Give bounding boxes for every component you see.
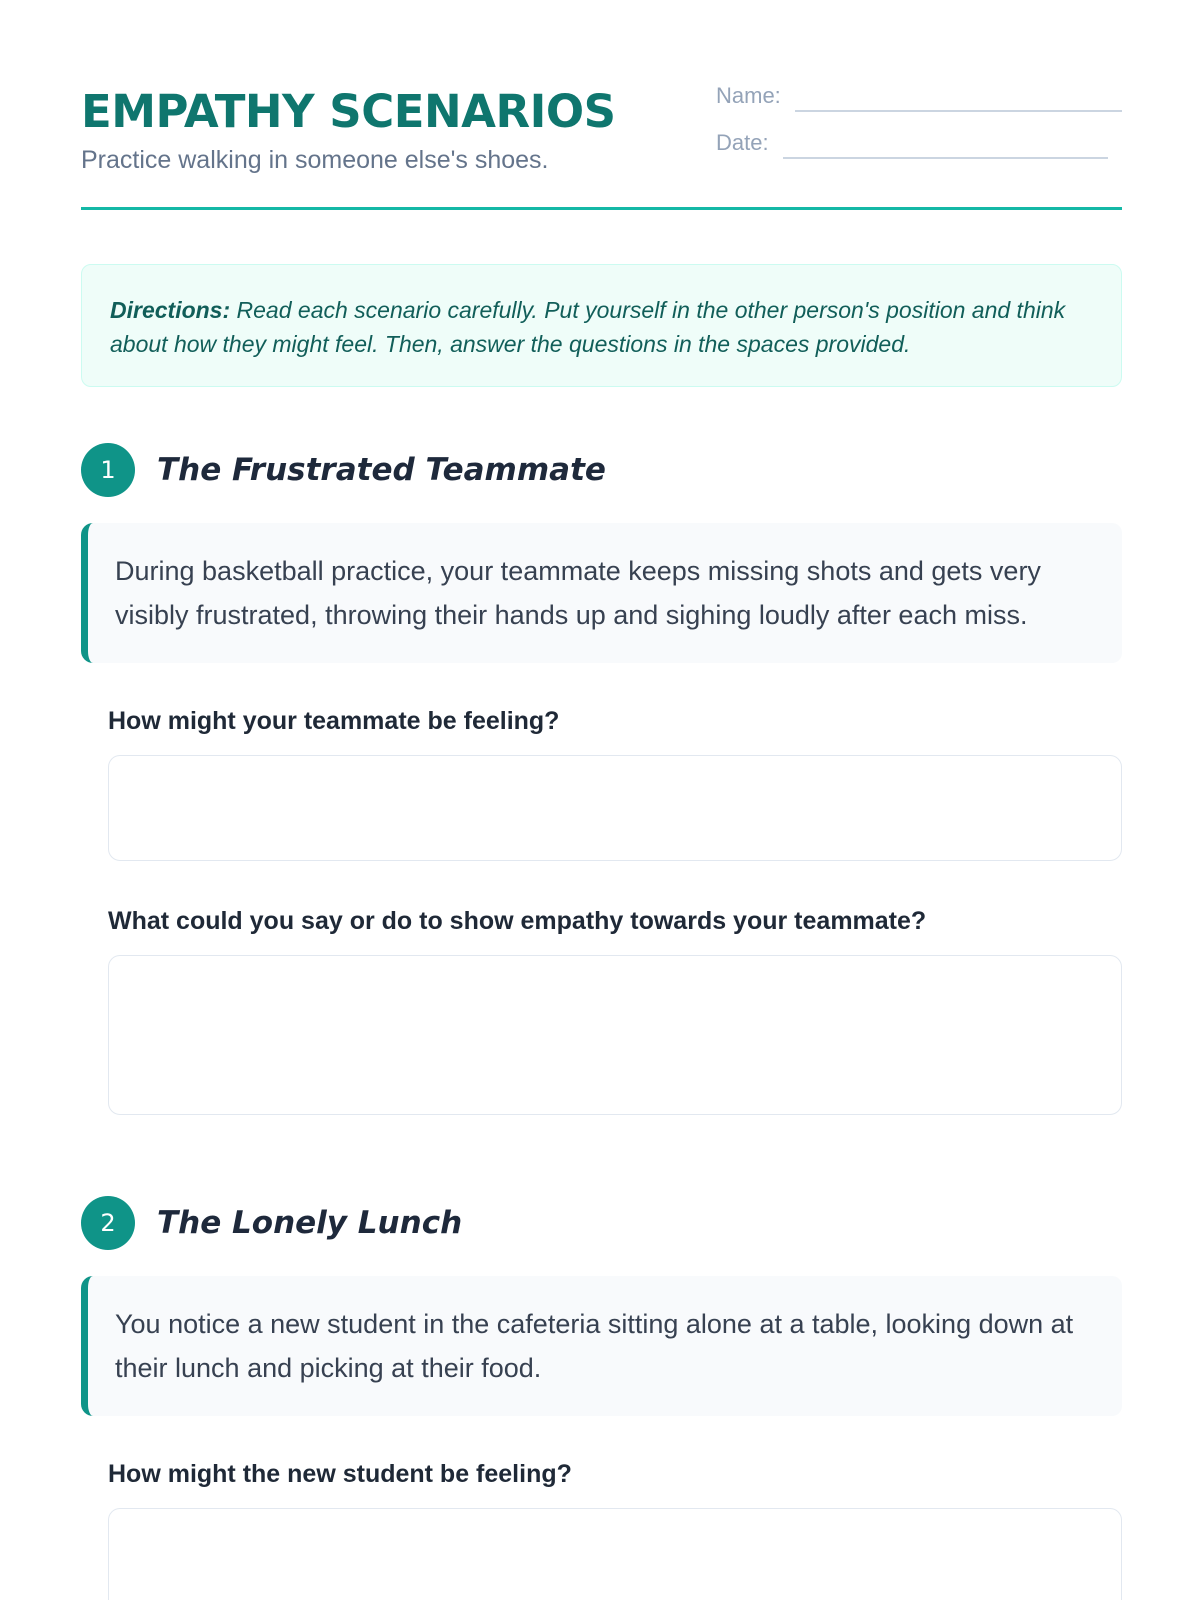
date-field[interactable]: [783, 157, 1108, 159]
scenario-number-badge: 1: [81, 443, 135, 497]
scenario-story: You notice a new student in the cafeteria sitting alone at a table, looking down at their lunch and picking at their food.: [81, 1276, 1122, 1416]
worksheet-header: [81, 0, 1122, 212]
date-row: [716, 127, 1108, 159]
answer-box[interactable]: [108, 755, 1122, 861]
scenario-header: [81, 443, 1122, 497]
question-label: What could you say or do to show empathy towards your teammate?: [108, 907, 927, 935]
answer-box[interactable]: [108, 955, 1122, 1115]
directions-box: [81, 264, 1122, 387]
scenario-number-badge: 2: [81, 1196, 135, 1250]
directions-text: Read each scenario carefully. Put yourself in the other person's position and think about how they might feel. Then, answer the questions in the spaces provided.: [110, 297, 1066, 357]
scenario-header: [81, 1196, 1122, 1250]
page-subtitle: Practice walking in someone else's shoes.: [81, 146, 549, 174]
question-label: How might the new student be feeling?: [108, 1460, 572, 1488]
header-divider: [81, 207, 1122, 210]
answer-box[interactable]: [108, 1508, 1122, 1600]
name-field[interactable]: [795, 110, 1122, 112]
scenario-title: The Frustrated Teammate: [157, 452, 606, 488]
name-label: Name:: [716, 83, 781, 108]
question-label: How might your teammate be feeling?: [108, 707, 560, 735]
name-row: [716, 80, 1122, 112]
directions-label: Directions:: [110, 297, 231, 323]
scenario-story: During basketball practice, your teammate keeps missing shots and gets very visibly frustrated, throwing their hands up and sighing loudly after each miss.: [81, 523, 1122, 663]
scenario-title: The Lonely Lunch: [157, 1205, 463, 1241]
date-label: Date:: [716, 130, 769, 155]
page-title: EMPATHY SCENARIOS: [81, 85, 616, 138]
